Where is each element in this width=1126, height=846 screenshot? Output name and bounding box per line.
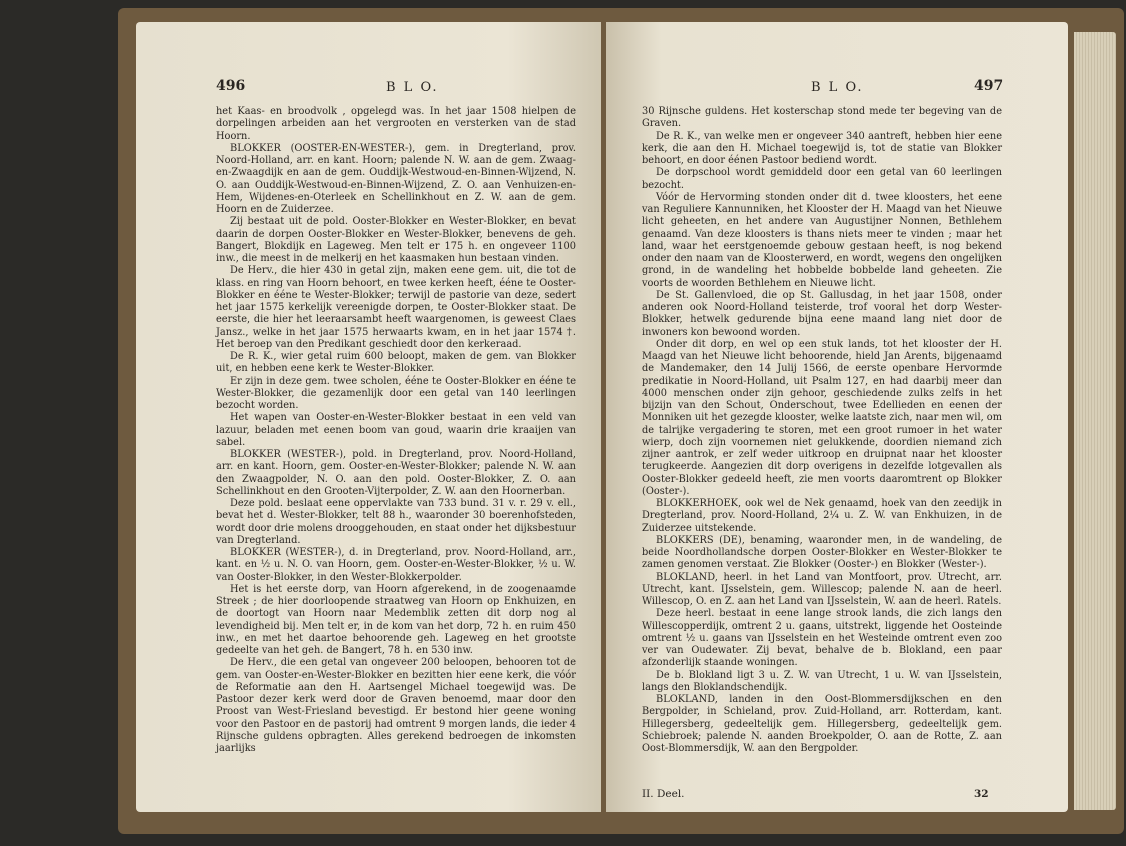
- paragraph: Onder dit dorp, en wel op een stuk lands, tot het klooster der H. Maagd van het Nieuwe licht behoorende, hield Jan Arents, bijgenaamd de Mandemaker, den 14 Julij 1566, de eerste openbare Hervormde predikatie in Noord-Holland, uit Psalm 127, en had daarbij meer dan 4000 menschen onder zijn gehoor, geschiedende zulks zelfs in het bijzijn van den Schout, Onderschout, twee Edellieden en eenen der Monniken uit het gezegde klooster, welke laatste zich, naar men wil, om de talrijke vergadering te storen, met een groot rumoer in het water wierp, doch zijn voornemen niet gelukkende, doordien niemand zich zijner aantrok, er zelf weder uitkroop en druipnat naar het klooster terugkeerde. Aangezien dit dorp overigens in dezelfde lotgevallen als Ooster-Blokker gedeeld heeft, zie men voorts daaromtrent op Blokker (Ooster-).: [642, 338, 1002, 497]
- paragraph: BLOKKERHOEK, ook wel de Nek genaamd, hoek van den zeedijk in Dregterland, prov. Noord-Holland, 2¼ u. Z. W. van Enkhuizen, in de Zuiderzee uitstekende.: [642, 498, 1002, 534]
- paragraph: Vóór de Hervorming stonden onder dit d. twee kloosters, het eene van Reguliere Kannunniken, het Klooster der H. Maagd van het Nieuwe licht geheeten, en het andere van Augustijner Nonnen, Bethlehem genaamd. Van deze kloosters is thans niets meer te vinden ; maar het land, waar het eerstgenoemde gebouw gestaan heeft, is nog bekend onder den naam van de Kloosterwerd, en wordt, wegens den ongelijken grond, in de wandeling het hobbelde bobbelde land geheeten. Zie voorts de woorden Bethlehem en Nieuwe licht.: [642, 191, 1002, 289]
- paragraph: BLOKLAND, heerl. in het Land van Montfoort, prov. Utrecht, arr. Utrecht, kant. IJsselstein, gem. Willescop; palende N. aan de heerl. Willescop, O. en Z. aan het Land van IJsselstein, W. aan de heerl. Ratels.: [642, 571, 1002, 607]
- running-head: B L O.: [386, 80, 439, 95]
- paragraph: De Herv., die een getal van ongeveer 200 beloopen, behooren tot de gem. van Ooster-en-Wester-Blokker en bezitten hier eene kerk, die vóór de Reformatie aan den H. Aartsengel Michael toegewijd was. De Pastoor dezer kerk werd door de Graven benoemd, maar door den Proost van West-Friesland bevestigd. Er bestond hier geene woning voor den Pastoor en de pastorij had omtrent 9 morgen lands, die ieder 4 Rijnsche guldens opbragten. Alles gerekend bedroegen de inkomsten jaarlijks: [216, 657, 576, 754]
- page-number: 496: [216, 78, 246, 94]
- paragraph: Zij bestaat uit de pold. Ooster-Blokker en Wester-Blokker, en bevat daarin de dorpen Ooster-Blokker en Wester-Blokker, benevens de geh. Bangert, Blokdijk en Lageweg. Men telt er 175 h. en ongeveer 1100 inw., die meest in de melkerij en het kaasmaken hun bestaan vinden.: [216, 216, 576, 264]
- paragraph: De Herv., die hier 430 in getal zijn, maken eene gem. uit, die tot de klass. en ring van Hoorn behoort, en twee kerken heeft, ééne te Ooster-Blokker en ééne te Wester-Blokker; terwijl de pastorie van deze, sedert het jaar 1575 kerkelijk vereenigde dorpen, te Ooster-Blokker staat. De eerste, die hier het leeraarsambt heeft waargenomen, is geweest Claes Jansz., welke in het jaar 1575 herwaarts kwam, en in het jaar 1574 †. Het beroep van den Predikant geschiedt door den kerkeraad.: [216, 265, 576, 350]
- paragraph: Deze pold. beslaat eene oppervlakte van 733 bund. 31 v. r. 29 v. ell., bevat het d. Wester-Blokker, telt 88 h., waaronder 30 boerenhofsteden, wordt door drie molens drooggehouden, en staat onder het dijksbestuur van Dregterland.: [216, 498, 576, 546]
- paragraph: Het wapen van Ooster-en-Wester-Blokker bestaat in een veld van lazuur, beladen met eenen boom van goud, waarin drie kraaijen van sabel.: [216, 412, 576, 448]
- paragraph: Er zijn in deze gem. twee scholen, ééne te Ooster-Blokker en ééne te Wester-Blokker, die gezamenlijk door een getal van 140 leerlingen bezocht worden.: [216, 375, 576, 411]
- volume-note: II. Deel.: [642, 788, 685, 800]
- paragraph: 30 Rijnsche guldens. Het kosterschap stond mede ter begeving van de Graven.: [642, 106, 1002, 130]
- paragraph: De R. K., van welke men er ongeveer 340 aantreft, hebben hier eene kerk, die aan den H. Michael toegewijd is, tot de statie van Blokker behoort, en door éénen Pastoor bediend wordt.: [642, 130, 1002, 166]
- body-text: [642, 106, 1002, 755]
- paragraph: BLOKKER (WESTER-), d. in Dregterland, prov. Noord-Holland, arr., kant. en ½ u. N. O. van Hoorn, gem. Ooster-en-Wester-Blokker, ½ u. W. van Ooster-Blokker, in den Wester-Blokkerpolder.: [216, 547, 576, 583]
- book: [118, 8, 1124, 834]
- paragraph: De b. Blokland ligt 3 u. Z. W. van Utrecht, 1 u. W. van IJsselstein, langs den Bloklandschendijk.: [642, 669, 1002, 693]
- paragraph: BLOKKER (OOSTER-EN-WESTER-), gem. in Dregterland, prov. Noord-Holland, arr. en kant. Hoorn; palende N. W. aan de gem. Zwaag-en-Zwaagdijk en aan de gem. Ouddijk-Westwoud-en-Binnen-Wijzend, N. O. aan Ouddijk-Westwoud-en-Binnen-Wijzend, Z. O. aan Venhuizen-en-Hem, Wijdenes-en-Oterleek en Schellinkhout en Z. W. aan de gem. Hoorn en de Zuiderzee.: [216, 142, 576, 215]
- left-page: [136, 22, 601, 812]
- paragraph: De St. Gallenvloed, die op St. Gallusdag, in het jaar 1508, onder anderen ook Noord-Holland teisterde, trof vooral het dorp Wester-Blokker, hetwelk gedurende bijna eene maand lang niet door de inwoners kon bewoond worden.: [642, 289, 1002, 338]
- paragraph: De R. K., wier getal ruim 600 beloopt, maken de gem. van Blokker uit, en hebben eene kerk te Wester-Blokker.: [216, 351, 576, 375]
- paragraph: BLOKLAND, landen in den Oost-Blommersdijkschen en den Bergpolder, in Schieland, prov. Zuid-Holland, arr. Rotterdam, kant. Hillegersberg, gedeeltelijk gem. Hillegersberg, gedeeltelijk gem. Schiebroek; palende N. aanden Broekpolder, O. aan de Rotte, Z. aan Oost-Blommersdijk, W. aan den Bergpolder.: [642, 694, 1002, 754]
- paragraph: De dorpschool wordt gemiddeld door een getal van 60 leerlingen bezocht.: [642, 167, 1002, 191]
- signature-mark: 32: [974, 788, 989, 800]
- page-number: 497: [974, 78, 1004, 94]
- paragraph: het Kaas- en broodvolk , opgelegd was. In het jaar 1508 hielpen de dorpelingen arbeiden aan het vergrooten en versterken van de stad Hoorn.: [216, 106, 576, 142]
- body-text: [216, 106, 576, 755]
- paragraph: Deze heerl. bestaat in eene lange strook lands, die zich langs den Willescopperdijk, omtrent 2 u. gaans, uitstrekt, liggende het Oosteinde omtrent ½ u. gaans van IJsselstein en het Westeinde omtrent even zoo ver van Oudewater. Zij bevat, behalve de b. Blokland, een paar afzonderlijk staande woningen.: [642, 608, 1002, 669]
- paragraph: BLOKKERS (DE), benaming, waaronder men, in de wandeling, de beide Noordhollandsche dorpen Ooster-Blokker en Wester-Blokker te zamen genomen verstaat. Zie Blokker (Ooster-) en Blokker (Wester-).: [642, 534, 1002, 571]
- paragraph: Het is het eerste dorp, van Hoorn afgerekend, in de zoogenaamde Streek ; de hier doorloopende straatweg van Hoorn op Enkhuizen, en de doortogt van Hoorn naar Medemblik zetten dit dorp nog al levendigheid bij. Men telt er, in de kom van het dorp, 72 h. en ruim 450 inw., en met het daartoe behoorende geh. Lageweg en het grootste gedeelte van het geh. de Bangert, 78 h. en 530 inw.: [216, 583, 576, 656]
- running-head: B L O.: [811, 80, 864, 95]
- paragraph: BLOKKER (WESTER-), pold. in Dregterland, prov. Noord-Holland, arr. en kant. Hoorn, gem. Ooster-en-Wester-Blokker; palende N. W. aan den Zwaagpolder, N. O. aan den pold. Ooster-Blokker, Z. O. aan Schellinkhout en den Grooten-Vijterpolder, Z. W. aan den Hoornerban.: [216, 449, 576, 497]
- page-edges: [1074, 32, 1116, 810]
- right-page: [606, 22, 1068, 812]
